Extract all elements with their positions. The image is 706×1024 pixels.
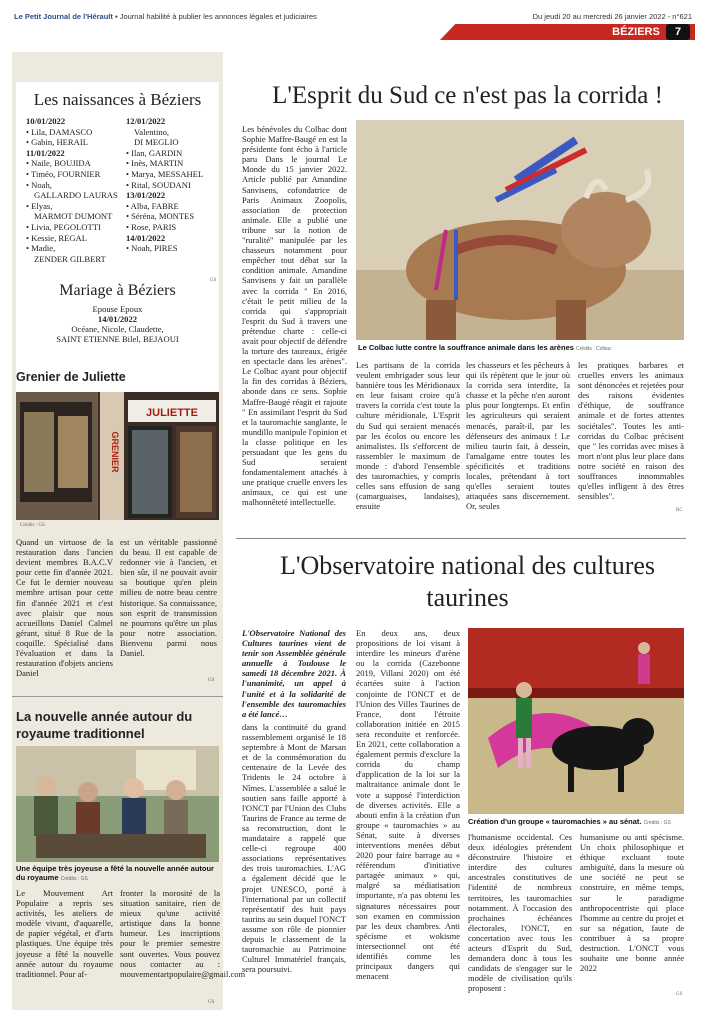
- article2-intro: L'Observatoire National des Cultures taurines vient de tenir son Assemblée générale annuelle à Toulouse le samedi 18 décembre 2021. À l'unanimité, un appel à l'unité et à la solidarité de l'ensemble des tauromachies a été lancé…: [242, 628, 346, 719]
- birth-date: 11/01/2022: [26, 147, 65, 158]
- royaume-title: La nouvelle année autour du royaume traditionnel: [16, 709, 193, 741]
- sidebar: [12, 52, 246, 1010]
- tagline: Journal habilité à publier les annonces légales et judiciaires: [119, 12, 317, 21]
- birth-entry: • Livia, PEGOLOTTI: [26, 221, 101, 232]
- birth-entry: • Gabin, HERAIL: [26, 137, 88, 148]
- shop-photo: [16, 392, 219, 520]
- birth-entry: • Lila, DAMASCO: [26, 126, 93, 137]
- grenier-col1: Quand un virtuose de la restauration dans l'ancien devient membres B.A.C.V pour cette fin d'année 2021. Ce fut le dernier nouveau membre artisan pour cette fin d'année 2021 et c'est avec plaisir que nous accueillons Daniel Calmel gérant, situé 8 Rue de la coquille. Spécialisé dans l'évaluation et dans la restauration d'objets anciens Daniel: [16, 537, 113, 679]
- article2-caption: Création d'un groupe « tauromachies » au sénat. Crédits : GS: [468, 817, 671, 826]
- birth-entry: • Noah, PIRES: [126, 243, 178, 254]
- group-photo: [16, 746, 219, 862]
- grenier-sig: GS: [208, 678, 215, 683]
- royaume-sig: GS: [208, 1000, 215, 1005]
- births-list-col1: [26, 116, 126, 264]
- royaume-col1: Le Mouvement Art Populaire a repris ses activités, les ateliers de modèle vivant, d'aquarelle, de papier végétal, et d'arts plastiques. Une équipe très joyeuse a fêté la nouvelle année autour du royaume traditionnel. Pour af-: [16, 888, 113, 979]
- article2-sig: GS: [676, 992, 683, 997]
- article1-col-left: Les bénévoles du Colbac dont Sophie Maffre-Baugé en est la présidente font écho à l'article paru Dans le journal Le Monde du 15 janvier 2022. Article publié par Amandine Sanvisens, cofondatrice de Paris Animaux Zoopolis, association de protection animale. Elle a publié une tribune sur la notion de "ruralité" manipulée par les chasseurs notamment pour empêcher tout débat sur la condition animale. Amandine Sanvisens y fait un parallèle avec la corrida " En 2016, c'était le petit milieu de la corrida qui s'appropriait l'esprit du Sud à travers une prétendue charte : celle-ci avait pour objectif de défendre la torture des taureaux, érigée en spectacle dans les arènes". Le Colbac ayant pour objectif la fin des corridas à Béziers, abonde dans ce sens. Sophie Maffre-Baugé réagit et rajoute " En assimilant l'esprit du Sud et la tauromachie sanglante, le mundillo manipule l'opinion et la classe politique en les persuadant que les gens du Sud seraient fondamentalement attachés à une pratique cruelle envers les animaux, ce qui est une malhonnêteté intellectuelle.: [242, 124, 347, 508]
- wedding-title: Mariage à Béziers: [59, 282, 176, 299]
- article1-title: L'Esprit du Sud ce n'est pas la corrida !: [272, 82, 663, 109]
- article2-col2: En deux ans, deux propositions de loi visant à interdire les mineurs d'arène ou la corrida (Cazebonne 2019, Villani 2020) ont été écartées suite à l'action conjointe de l'ONCT et de l'Union des Villes Taurines de France, dont l'étroite collaboration initiée en 2015 sera reconduite et renforcée. En 2021, cette collaboration a également permis d'exclure la corrida du champ d'application de la loi sur la maltraitance animale dont le vote a supposé l'interdiction de diverses activités. Elle a abouti enfin à la création d'un groupe « tauromachies » au Sénat, suite à diverses interventions menées début 2020 pour faire barrage au « référendum d'initiative partagée animaux » qui, malgré sa médiatisation importante, n'a pas obtenu les signatures nécessaires pour son examen en commission par les deux chambres. Anti spécisme et wokisme intersectionnel ont été identifiés comme les principaux dangers qui menacent: [356, 628, 460, 982]
- grenier-title: Grenier de Juliette: [16, 370, 126, 384]
- birth-entry: • Rose, PARIS: [126, 221, 177, 232]
- birth-entry: GALLARDO LAURAS: [34, 190, 118, 201]
- article2-col1: dans la continuité du grand rassemblement organisé le 18 septembre à Mont de Marsan et de la commémoration du centenaire de la Levée des Tridents le 24 octobre à Nîmes. L'assemblée a salué le soutien sans faille apporté à l'ONCT par l'Union des Clubs Taurins de France au terme de sa reconstruction, dont le mandataire a rappelé que celle-ci regroupe 400 associations représentatives des trois tauromachies. L'AG a également décidé que le projet UNESCO, porté à l'international par un collectif représentatif des huit pays taurins au sein duquel l'ONCT assume son rôle de pionnier depuis le classement de la tauromachie au Patrimoine Culturel Immatériel français, sera poursuivi.: [242, 722, 346, 975]
- birth-entry: • Marya, MESSAHEL: [126, 168, 204, 179]
- article1-col-b: les chasseurs et les pêcheurs à qui ils répètent que le jour où la corrida sera interdite, la chasse et la pêche n'en auront plus pour longtemps. Et enfin les agriculteurs qui seraient menacés, paraît-il, par les défenseurs des animaux ! Le milieu taurin fait, à dessein, l'amalgame entre toutes les spécificités et traditions locales, prétendant à tort qu'elles seraient toutes attaquées sans discernement. Or, seules: [466, 360, 570, 512]
- birth-entry: MARMOT DUMONT: [34, 211, 113, 222]
- divider: [12, 696, 223, 697]
- birth-entry: • Noah,: [26, 179, 52, 190]
- birth-entry: • Ilan, GARDIN: [126, 147, 183, 158]
- birth-date: 10/01/2022: [26, 116, 66, 126]
- corrida-photo: [468, 628, 684, 814]
- masthead: Le Petit Journal de l'Hérault ▪ Journal habilité à publier les annonces légales et judiciaires: [14, 12, 317, 21]
- birth-entry: DI MEGLIO: [134, 137, 179, 148]
- page-number: 7: [666, 24, 690, 40]
- article1-sig: RC: [676, 508, 683, 513]
- birth-entry: • Inès, MARTIN: [126, 158, 184, 169]
- article2-col3: l'humanisme occidental. Ces deux idéologies prétendent déconstruire l'histoire et interdire des cultures ancestrales constitutives de l'identité de nombreux territoires, les tauromachies notamment. À l'occasion des prochaines échéances électorales, l'ONCT, en concertation avec tous les acteurs d'Esprit du Sud, demandera donc à tous les candidats de s'engager sur le modèle de civilisation qu'ils proposent :: [468, 832, 572, 994]
- birth-entry: • Elyas,: [26, 200, 53, 211]
- birth-entry: • Madie,: [26, 243, 56, 254]
- issue-dates: Du jeudi 20 au mercredi 26 janvier 2022 - n°621: [532, 12, 692, 21]
- birth-entry: • Kessie, REGAL: [26, 232, 88, 243]
- publication-name: Le Petit Journal de l'Hérault: [14, 12, 113, 21]
- wedding-line: Océane, Nicole, Claudette,: [71, 324, 164, 334]
- births-list-col2: [126, 116, 221, 254]
- wedding-line: Epouse Epoux: [92, 304, 143, 314]
- birth-entry: • Rital, SOUDANI: [126, 179, 191, 190]
- bull-photo: [356, 120, 684, 340]
- wedding-line: SAINT ETIENNE Bilel, BEJAOUI: [56, 334, 179, 344]
- divider: [236, 538, 686, 539]
- section-label: BÉZIERS: [612, 26, 660, 38]
- article1-col-a: Les partisans de la corrida veulent embrigader sous leur bannière tous les Méridionaux en leur faisant croire qu'à travers la corrida c'est toute la culture méridionale, L'Esprit du Sud qui seraient menacés par les écolos ou encore les animalistes. Ils s'efforcent de rassembler le maximum de monde : d'abord l'ensemble des tauromachies, y compris celles sans effusion de sang (camarguaises, landaises), ensuite: [356, 360, 460, 512]
- birth-date: 13/01/2022: [126, 190, 166, 201]
- birth-entry: ZENDER GILBERT: [34, 253, 106, 264]
- article2-title: L'Observatoire national des cultures taurines: [279, 551, 656, 612]
- grenier-col2: est un véritable passionné du beau. Il est capable de redonner vie à l'ancien, et bien sûr, il ne pouvait avoir sa boutique qu'en plein milieu de notre beau centre historique. Sa connaissance, son esprit de transmission ne pourrons qu'être un plus pour notre association. Bienvenu parmi nous Daniel.: [120, 537, 217, 659]
- births-title: Les naissances à Béziers: [33, 90, 202, 109]
- grenier-photo-credit: Crédits : GS: [20, 523, 45, 528]
- birth-date: 14/01/2022: [126, 232, 166, 243]
- births-credit: GS: [210, 278, 217, 283]
- birth-entry: • Naile, BOUJIDA: [26, 158, 91, 169]
- birth-date: 12/01/2022: [126, 116, 166, 126]
- royaume-caption: Une équipe très joyeuse a fêté la nouvelle année autour du royaume Crédits : GS: [16, 864, 214, 882]
- birth-entry: • Timéo, FOURNIER: [26, 168, 101, 179]
- birth-entry: • Séréna, MONTES: [126, 211, 195, 222]
- wedding-line: 14/01/2022: [97, 314, 138, 324]
- article2-col4: humanisme ou anti spécisme. Un choix philosophique et éthique excluant toute ambiguïté, dans la mesure où une société ne peut se construire, en même temps, sur le paradigme anthropocentriste qui place l'homme au centre du projet et sur sa négation, faute de contribuer à sa propre destruction. L'ONCT vous souhaite une bonne année 2022: [580, 832, 684, 974]
- article1-caption: Le Colbac lutte contre la souffrance animale dans les arènes Crédits : Colbac: [358, 343, 612, 352]
- article1-col-c: les pratiques barbares et cruelles envers les animaux sont dénoncées et rejetées pour des raisons évidentes d'éthique, de souffrance animale et de fortes attentes sociétales". Toutes les anti-corridas du Colbac précisent que " les corridas avec mises à mort n'ont plus leur place dans notre société en raison des souffrances innommables qu'elles infligent à des êtres sensibles".: [578, 360, 684, 502]
- birth-entry: • Alba, FABRE: [126, 200, 179, 211]
- birth-entry: Valentino,: [134, 126, 170, 137]
- royaume-col2: fronter la morosité de la situation sanitaire, rien de mieux qu'une activité artistique dans la bonne humeur. Les inscriptions pour le premier semestre sont ouvertes. Vous pouvez nous contacter au : mouvementartpopulaire@gmail.com: [120, 888, 246, 979]
- shop-sign: JULIETTE: [146, 407, 198, 419]
- svg-text:GRENIER: GRENIER: [110, 431, 120, 473]
